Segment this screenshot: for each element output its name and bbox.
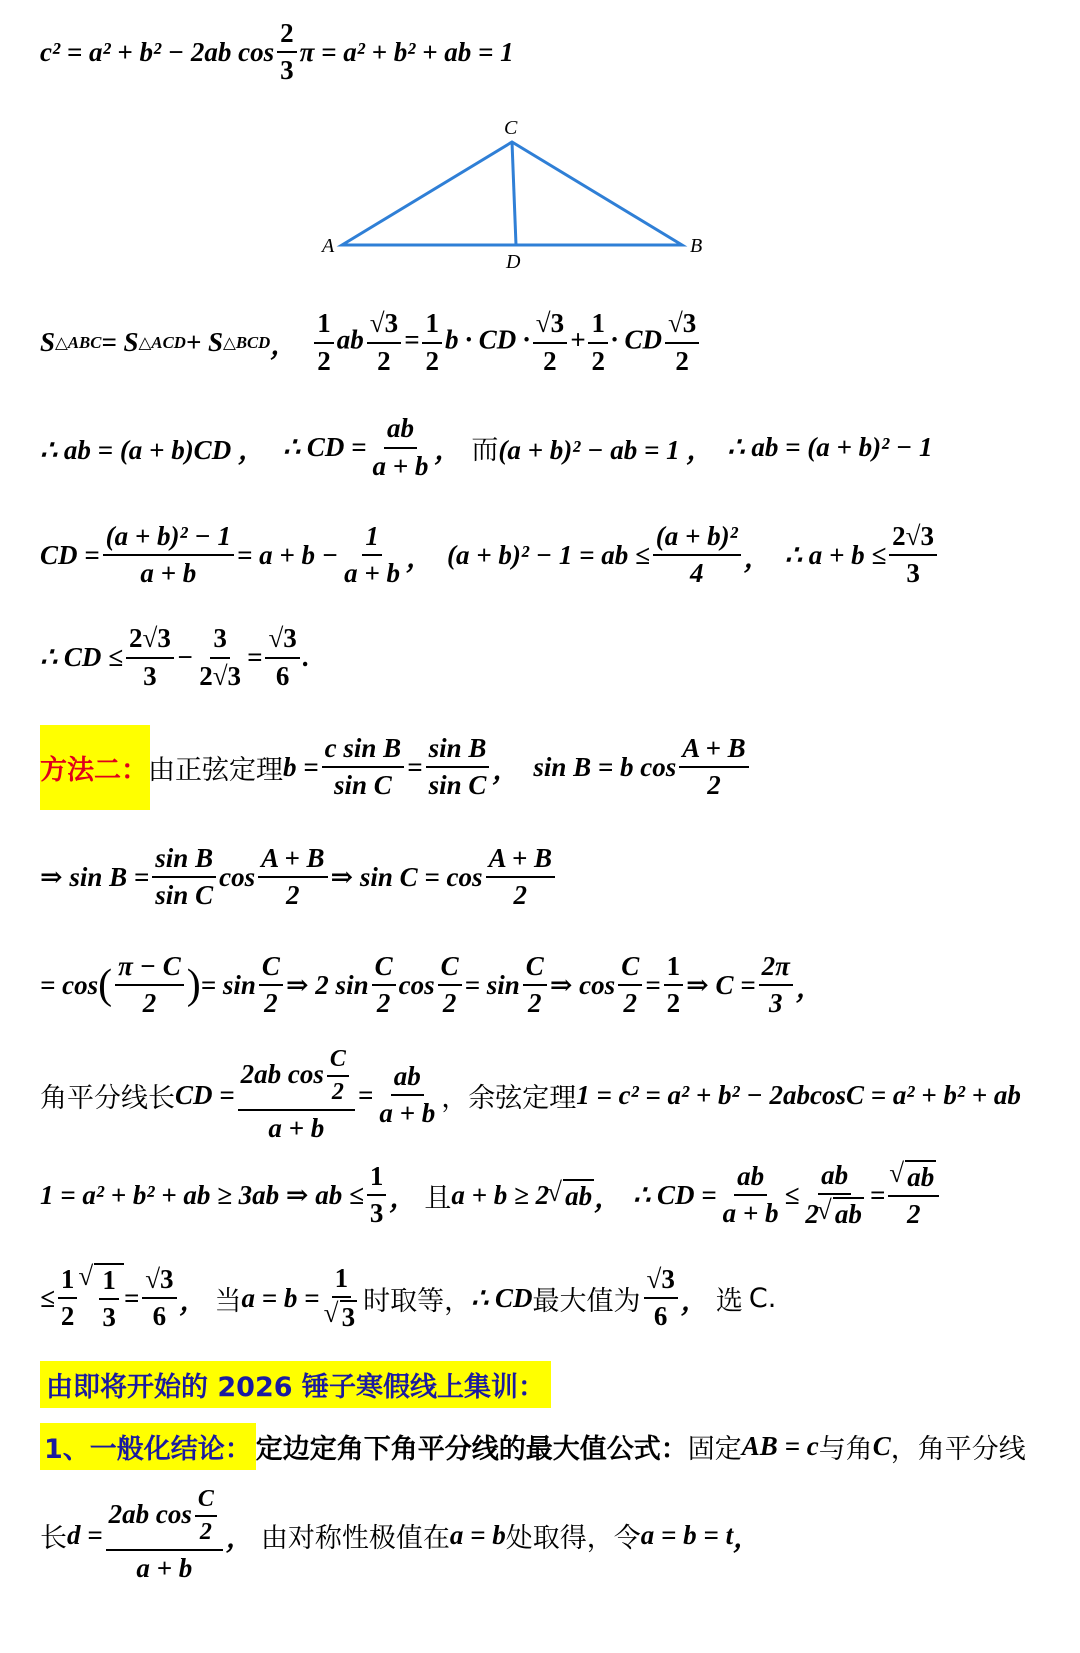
conclusion-label: 1、一般化结论：: [40, 1423, 256, 1470]
text-cosine-law: ，余弦定理: [441, 1082, 577, 1114]
fraction: $\frac{A + B}{2}$: [258, 843, 327, 911]
fraction: $\frac{ab}{2√ ab}$: [802, 1160, 867, 1230]
answer-c: C.: [748, 1282, 777, 1314]
formula-title: 定边定角下角平分线的最大值公式：: [255, 1433, 688, 1465]
eq-text: ∴ ab = (a + b)² − 1: [727, 432, 933, 462]
eq-text: d =: [67, 1519, 103, 1550]
fraction: 1 √ 3: [323, 1263, 361, 1333]
eq-text: + S: [185, 327, 223, 357]
eq-text: sin B = b cos: [533, 751, 677, 782]
eq-text: (a + b)² − 1 = ab ≤: [447, 539, 650, 570]
eq-text: ∴ CD: [471, 1282, 533, 1313]
fraction: $\frac{1}{2}$: [664, 951, 684, 1019]
fraction: 2ab cos $\frac{C}{2}$ a + b: [238, 1046, 355, 1144]
eq-text: =: [645, 969, 661, 1000]
bisector-cd: [512, 142, 516, 245]
sine-derivation-line: [40, 838, 1072, 916]
fraction: $\frac{1}{3}$: [367, 1161, 387, 1229]
angle-c-derivation-line: [40, 945, 1072, 1025]
am-gm-line: [40, 1155, 1072, 1235]
eq-text: ∴ a + b ≤: [784, 539, 887, 570]
comma: ，: [733, 1522, 761, 1553]
eq-text: = S: [101, 327, 139, 357]
fraction: $\frac{ab}{a + b}$: [372, 413, 429, 481]
fraction: $\frac{2}{3}$: [277, 18, 297, 86]
fraction: $\frac{ab}{a + b}$: [722, 1160, 779, 1228]
fraction: 2ab cos $\frac{C}{2}$ a + b: [106, 1486, 223, 1584]
eq-text: ⇒ cos: [549, 969, 616, 1000]
fraction: $\frac{1}{2}$: [58, 1264, 78, 1332]
eq-text: ⇒ sin C = cos: [330, 861, 483, 892]
eq-text: = cos: [40, 969, 99, 1000]
eq-text: CD =: [175, 1079, 235, 1110]
eq-text: =: [407, 751, 423, 782]
fraction: $\frac{\text{(a + b)² − 1}}{a + b}$: [103, 521, 234, 589]
sqrt-fraction: √ $\frac{1}{3}$: [94, 1263, 124, 1333]
eq-text: = a + b −: [236, 539, 339, 570]
eq-text: 1 = a² + b² + ab ≥ 3ab ⇒ ab ≤: [40, 1179, 364, 1210]
eq-text: a + b ≥ 2: [451, 1179, 550, 1210]
method2-line: [40, 728, 1072, 806]
eq-text: ∴ CD =: [282, 432, 367, 462]
text-bisector: ，角平分线: [890, 1433, 1026, 1465]
comma: ，: [270, 330, 298, 360]
eq-text: =: [247, 642, 263, 672]
label-d: D: [506, 251, 521, 273]
conclusion-line: [40, 1258, 1072, 1338]
method2-label: 方法二：: [40, 754, 148, 786]
eq-text: CD =: [40, 539, 100, 570]
eq-text: AB = c: [741, 1430, 819, 1461]
fraction: $\frac{A + B}{2}$: [486, 843, 555, 911]
label-a: A: [322, 235, 335, 257]
eq-text: ≤: [784, 1179, 800, 1210]
fraction: $\frac{A + B}{2}$: [679, 733, 748, 801]
fraction: $\frac{2\pi}{3}$: [759, 951, 793, 1019]
text-and: 且: [424, 1182, 452, 1214]
sub-acd: △ACD: [138, 333, 186, 352]
fraction: $\frac{\text{(a + b)²}}{4}$: [653, 521, 741, 589]
eq-text: ∴ ab = (a + b)CD ，: [40, 435, 265, 465]
fraction: $\frac{2√3}{3}$: [126, 623, 174, 691]
comma: ，: [179, 1285, 207, 1316]
eq-text: ⇒ C =: [686, 969, 756, 1000]
comma: ，: [492, 754, 520, 785]
eq-text: cos: [219, 861, 256, 892]
law-of-cosines-line: [40, 17, 1072, 85]
text-length: 长: [40, 1522, 67, 1554]
sqrt-ab: √ ab: [563, 1179, 594, 1212]
camp-announcement: 由即将开始的 2026 锤子寒假线上集训：: [40, 1361, 551, 1408]
text-sine-law: 由正弦定理: [148, 754, 283, 786]
text-attained: 处取得，: [505, 1522, 614, 1554]
eq-text: = sin: [464, 969, 520, 1000]
eq-text: a = b: [449, 1519, 506, 1550]
fraction: $\frac{3}{2√3}$: [199, 623, 242, 691]
period: .: [302, 642, 310, 672]
eq-text: ⇒ 2 sin: [285, 969, 369, 1000]
comma: ，: [406, 542, 434, 573]
eq-text: a = b =: [241, 1282, 320, 1313]
triangle-diagram: [300, 110, 720, 280]
comma: ，: [795, 972, 823, 1003]
general-conclusion-line: [40, 1424, 1072, 1468]
eq-text: −: [176, 642, 194, 672]
bisector-formula-line: [40, 1480, 1072, 1590]
fraction: $\frac{C}{2}$: [523, 951, 547, 1019]
label-b: B: [690, 235, 703, 257]
text-and-angle: 与角: [818, 1433, 873, 1465]
eq-text: ⇒ sin B =: [40, 861, 150, 892]
camp-line: [40, 1362, 1072, 1406]
area-equation-line: [40, 305, 1072, 380]
fraction: $\frac{\text{sin B}}{\text{sin C}}$: [426, 733, 490, 801]
left-paren: (: [98, 962, 113, 1008]
fraction: $\frac{C}{2}$: [372, 951, 396, 1019]
fraction: $\frac{√3}{6}$: [265, 623, 299, 691]
area-s: S: [40, 327, 56, 357]
text-equality: 时取等，: [363, 1285, 472, 1317]
eq-text: ≤: [40, 1282, 55, 1313]
eq-text: ∴ CD ≤: [40, 642, 124, 672]
fraction: $\frac{1}{a + b}$: [344, 520, 401, 588]
fraction: $\frac{√3}{6}$: [142, 1264, 176, 1332]
text-let: 令: [613, 1522, 641, 1554]
eq-text: = sin: [200, 969, 256, 1000]
fraction: $\frac{\text{sin B}}{\text{sin C}}$: [152, 843, 216, 911]
area-expansion: $\frac{1}{2}$ ab $\frac{√3}{2}$ = $\frac{1}{2}$ b · CD · $\frac{√3}{2}$ + $\frac{1}{2}$ · CD $\frac{√3}{2}$: [311, 308, 702, 376]
eq-text: 1 = c² = a² + b² − 2abcosC = a² + b² + ab: [576, 1079, 1021, 1110]
comma: ，: [743, 542, 771, 573]
text-choose: 选: [715, 1285, 743, 1317]
eq-text: c² = a² + b² − 2ab cos: [40, 36, 275, 67]
text-symmetry: 由对称性极值在: [260, 1522, 450, 1554]
text-fix: 固定: [687, 1433, 742, 1465]
eq-text: =: [357, 1079, 374, 1110]
text-max-value: 最大值为: [532, 1285, 641, 1317]
comma: ，: [225, 1522, 253, 1553]
eq-text: =: [123, 1282, 140, 1313]
fraction: √ $\frac{ab}{2}$: [888, 1160, 939, 1230]
eq-text: =: [869, 1179, 886, 1210]
eq-text: ∴ CD =: [633, 1179, 717, 1210]
sub-bcd: △BCD: [222, 333, 271, 352]
eq-text: (a + b)² − ab = 1 ，: [498, 435, 714, 465]
text-er: 而: [471, 435, 499, 466]
bisector-length-line: [40, 1040, 1072, 1150]
eq-text: C: [872, 1430, 891, 1461]
fraction: $\frac{√3}{6}$: [644, 1264, 678, 1332]
fraction: $\frac{ab}{a + b}$: [379, 1060, 436, 1128]
fraction: $\frac{C}{2}$: [259, 951, 283, 1019]
fraction: $\frac{C}{2}$: [618, 951, 642, 1019]
eq-text: cos: [398, 969, 435, 1000]
cd-max-line: [40, 620, 1072, 695]
text-bisector-length: 角平分线长: [40, 1082, 175, 1114]
fraction: $\frac{2√3}{3}$: [889, 521, 937, 589]
fraction: $\frac{C}{2}$: [438, 951, 462, 1019]
cd-bound-line: [40, 515, 1072, 595]
eq-text: π = a² + b² + ab = 1: [299, 36, 514, 67]
label-c: C: [504, 117, 518, 139]
eq-text: b =: [283, 751, 319, 782]
sub-abc: △ABC: [55, 333, 102, 352]
text-when: 当: [214, 1285, 242, 1317]
right-paren: ): [186, 962, 201, 1008]
fraction: $\frac{\pi - C}{2}$: [115, 951, 184, 1019]
comma: ，: [680, 1285, 708, 1316]
fraction: $\frac{\text{c sin B}}{\text{sin C}}$: [322, 733, 405, 801]
eq-text: a = b = t: [640, 1519, 734, 1550]
comma: ，: [389, 1182, 417, 1213]
comma: ，: [594, 1182, 622, 1213]
cd-relation-line: [40, 410, 1072, 485]
comma: ，: [434, 435, 462, 465]
